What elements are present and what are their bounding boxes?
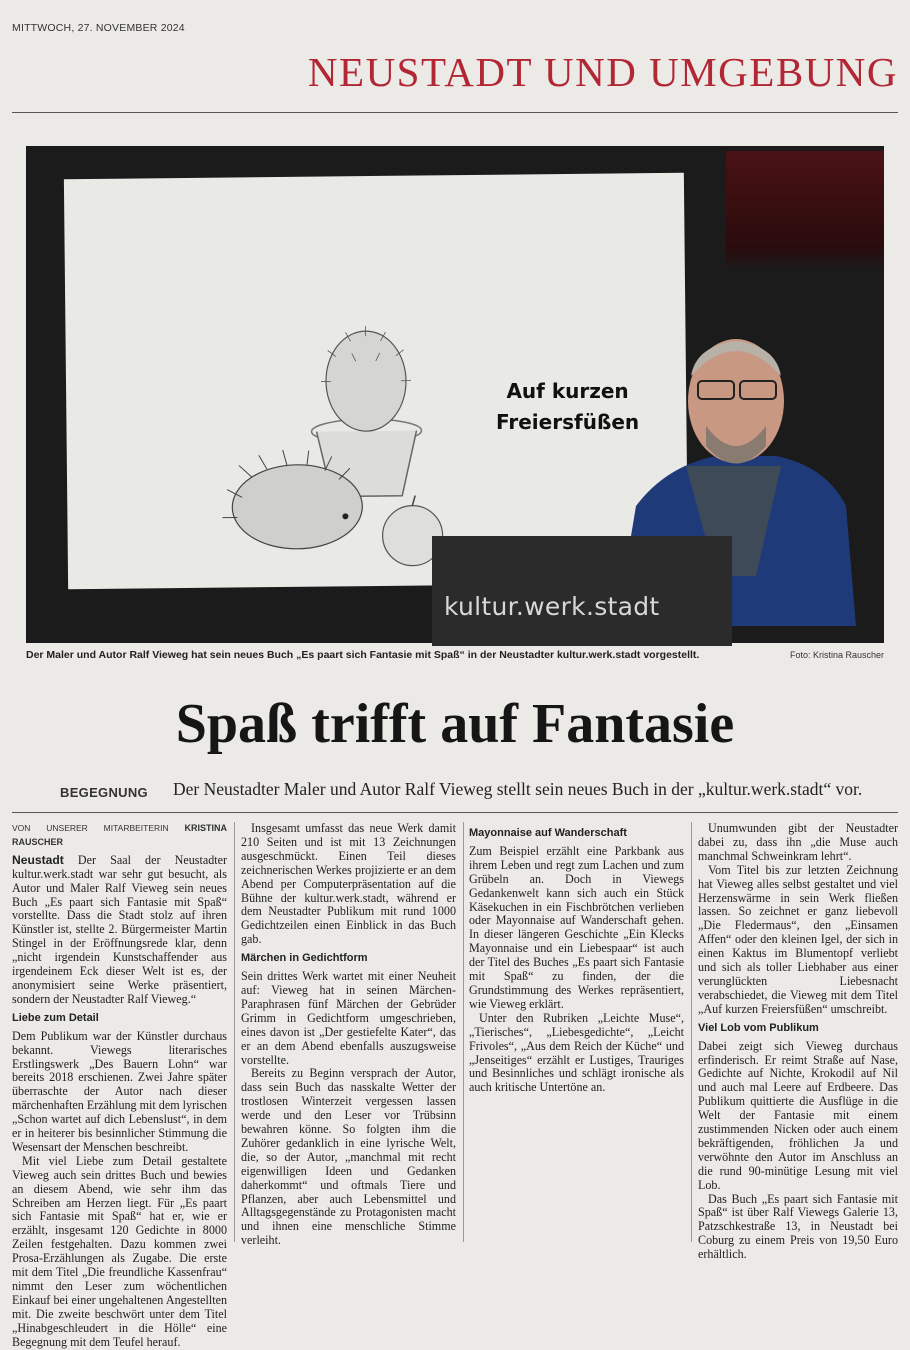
- column-rule: [463, 822, 464, 1242]
- subheadline: Der Neustadter Maler und Autor Ralf Vieweg stellt sein neues Buch in der „kultur.werk.stadt“ vor.: [173, 779, 862, 800]
- paragraph: Unter den Rubriken „Leichte Muse“, „Tierisches“, „Liebesgedichte“, „Leicht Frivoles“, „Aus dem Reich der Küche“ und „Jenseitiges“ erzählt er Lustiges, Trauriges und Besinnliches und schlägt ironische als auch kritische Untertöne an.: [469, 1012, 684, 1095]
- subheading-lob: Viel Lob vom Publikum: [698, 1022, 898, 1036]
- subheading-mayonnaise: Mayonnaise auf Wanderschaft: [469, 827, 684, 841]
- article-photo: [26, 146, 884, 643]
- paragraph: Zum Beispiel erzählt eine Parkbank aus ihrem Leben und regt zum Lachen und zum Grübeln an. Doch in Viewegs Gedankenwelt kann sich auch ein Stück Käsekuchen in ein Fischbrötchen verlieben oder Mayonnaise auf Wanderschaft gehen. In dieser längeren Geschichte „Ein Klecks Mayonnaise und ein Liebespaar“ ist auch der Titel des Buches „Es paart sich Fantasie mit Spaß“ zu finden, der die Grundstimmung des Werkes repräsentiert, wie Vieweg erklärt.: [469, 845, 684, 1012]
- photo-caption: Der Maler und Autor Ralf Vieweg hat sein neues Buch „Es paart sich Fantasie mit Spaß“ in der Neustadter kultur.werk.stadt vorgestellt.: [26, 649, 699, 661]
- byline-author: KRISTINA RAUSCHER: [12, 823, 227, 847]
- subhead-rule: [12, 812, 898, 813]
- subheading-detail: Liebe zum Detail: [12, 1012, 227, 1026]
- stage-lights: [726, 151, 884, 271]
- paragraph: Das Buch „Es paart sich Fantasie mit Spaß“ ist über Ralf Viewegs Galerie 13, Patzschkestraße 13, in Neustadt bei Coburg zu einem Preis von 19,50 Euro erhältlich.: [698, 1193, 898, 1263]
- paragraph: Mit viel Liebe zum Detail gestaltete Vieweg auch sein drittes Buch und bewies an diesem Abend, wie sehr ihm das Schreiben am Herzen liegt. Für „Es paart sich Fantasie mit Spaß“ hat er, wie er erzählt, insgesamt 120 Gedichte in 8000 Zeilen festgehalten. Dazu kommen zwei Prosa-Erzählungen als Zugabe. Die erste mit dem Titel „Die freundliche Kassenfrau“ nimmt den Leser zum wöchentlichen Einkauf bei einer ungehaltenen Angestellten mit. Die zweite beschwört unter dem Titel „Hinabgeschleudert in die Hölle“ eine Begegnung mit dem Teufel herauf.: [12, 1155, 227, 1350]
- paragraph: Unumwunden gibt der Neustadter dabei zu, dass ihn „die Muse auch manchmal Schweinkram lehrt“.: [698, 822, 898, 864]
- article-column-4: [698, 822, 898, 1262]
- headline: Spaß trifft auf Fantasie: [0, 692, 910, 756]
- byline-prefix: VON UNSERER MITARBEITERIN: [12, 823, 169, 833]
- lectern: [432, 536, 732, 646]
- article-column-2: [241, 822, 456, 1248]
- slide-title-line2: Freiersfüßen: [496, 407, 639, 438]
- paragraph: [12, 854, 227, 1007]
- article-column-1: [12, 822, 227, 1350]
- paragraph: Vom Titel bis zur letzten Zeichnung hat Vieweg alles selbst gestaltet und viel Herzenswärme in sein Werk fließen lassen. So zeichnet er ganz liebevoll „Die Fledermaus“, den „Einsamen Affen“ oder den kleinen Igel, der sich in einen Kaktus im Blumentopf verliebt und sich als toller Liebhaber aus einer verunglückten Liebesnacht verabschiedet, die Vieweg mit dem Titel „Auf kurzen Freiersfüßen“ umschreibt.: [698, 864, 898, 1017]
- paragraph: Dabei zeigt sich Vieweg durchaus erfinderisch. Er reimt Straße auf Nase, Gedichte auf Nichte, Krokodil auf Nil und auch mal Leere auf Erdbeere. Das Publikum quittierte die Ausflüge in die Welt der Fantasie mit einem zustimmenden Nicken oder auch einem bekräftigenden, fröhlichen Ja und verwöhnte den Autor im Anschluss an die rund 90-minütige Lesung mit viel Lob.: [698, 1040, 898, 1193]
- photo-credit: Foto: Kristina Rauscher: [790, 650, 884, 660]
- paragraph: Insgesamt umfasst das neue Werk damit 210 Seiten und ist mit 13 Zeichnungen ausgeschmückt. Einen Teil dieses zeichnerischen Werkes projizierte er an dem Abend per Computerpräsentation auf die Bühne der kultur.werk.stadt, während er dem Neustadter Publikum mit rund 1000 Gedichtzeilen einen Einblick in das Buch gab.: [241, 822, 456, 947]
- header-rule: [12, 112, 898, 113]
- article-column-3: [469, 822, 684, 1095]
- column-rule: [234, 822, 235, 1242]
- column-rule: [691, 822, 692, 1242]
- date-line: MITTWOCH, 27. NOVEMBER 2024: [12, 22, 185, 34]
- byline: [12, 822, 227, 850]
- paragraph: Sein drittes Werk wartet mit einer Neuheit auf: Vieweg hat in seinen Märchen-Paraphrasen fünf Märchen der Gebrüder Grimm in Gedichtform umgeschrieben, eines davon ist „Der gestiefelte Kater“, das er an dem Abend ebenfalls auszugsweise vorstellte.: [241, 970, 456, 1067]
- paragraph-text: Der Saal der Neustadter kultur.werk.stadt war sehr gut besucht, als Autor und Maler Ralf Vieweg sein neues Buch „Es paart sich Fantasie mit Spaß“ vorstellte. Dass die Stadt stolz auf ihren Künstler ist, stellte 2. Bürgermeister Martin Stingel in der Eröffnungsrede klar, denn „nicht irgendein Kunstschaffender aus irgendeinem Eck dieser Welt ist es, der anonymisiert seine Werke präsentiert, sondern der Neustadter Ralf Vieweg.“: [12, 853, 227, 1006]
- paragraph: Dem Publikum war der Künstler durchaus bekannt. Viewegs literarisches Erstlingswerk „Des Bauern Lohn“ war bereits 2018 erschienen. Zwei Jahre später überraschte der Autor nach dieser märchenhaften Erzählung mit dem lyrischen „Schon wartet auf dich Lebenslust“, in dem er in heiterer bis besinnlicher Stimmung die Wesensart der Menschen beschreibt.: [12, 1030, 227, 1155]
- location-tag: Neustadt: [12, 853, 64, 867]
- lectern-text: kultur.werk.stadt: [444, 592, 660, 621]
- slide-title-line1: Auf kurzen: [496, 376, 639, 407]
- kicker: BEGEGNUNG: [60, 785, 148, 800]
- section-title: NEUSTADT UND UMGEBUNG: [12, 48, 898, 96]
- subheading-maerchen: Märchen in Gedichtform: [241, 952, 456, 966]
- paragraph: Bereits zu Beginn versprach der Autor, dass sein Buch das nasskalte Wetter der trostlosen Winterzeit vergessen lassen werde und den Leser vor Trübsinn bewahren könne. So folgten ihm die Zuhörer gedanklich in eine lyrische Welt, die, so der Autor, „manchmal mit recht eigenwilligen Ideen und Gedanken daherkommt“ und oftmals Tiere und Pflanzen, aber auch Lebensmittel und Alltagsgegenstände zu Protagonisten macht und ihnen eine menschliche Stimme verleiht.: [241, 1067, 456, 1248]
